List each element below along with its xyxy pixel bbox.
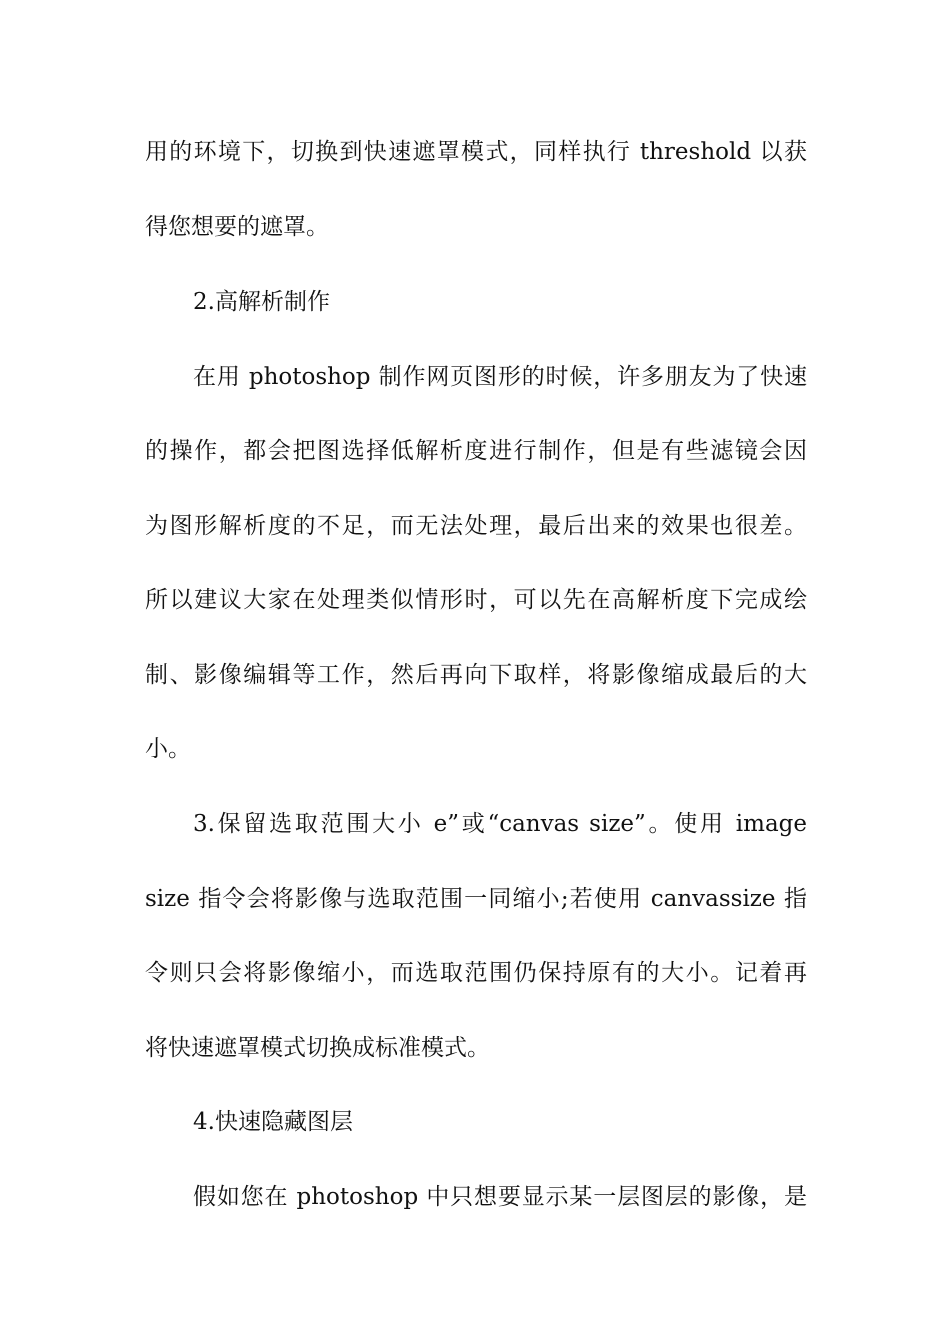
text-line: 将快速遮罩模式切换成标准模式。 — [145, 1035, 490, 1061]
text-line: 为图形解析度的不足，而无法处理，最后出来的效果也很差。 — [145, 513, 807, 539]
text-line: 制、影像编辑等工作，然后再向下取样，将影像缩成最后的大 — [145, 662, 807, 688]
section-heading: 2.高解析制作 — [193, 289, 330, 315]
text-line: 在用 photoshop 制作网页图形的时候，许多朋友为了快速 — [193, 364, 807, 390]
text-line: 得您想要的遮罩。 — [145, 214, 329, 240]
text-line: 3.保留选取范围大小 e”或“canvas size”。使用 image — [193, 811, 807, 837]
section-heading: 4.快速隐藏图层 — [193, 1109, 353, 1135]
text-line: 的操作，都会把图选择低解析度进行制作，但是有些滤镜会因 — [145, 438, 807, 464]
text-line: 假如您在 photoshop 中只想要显示某一层图层的影像，是 — [193, 1184, 807, 1210]
text-line: 小。 — [145, 736, 191, 762]
text-line: size 指令会将影像与选取范围一同缩小;若使用 canvassize 指 — [145, 886, 807, 912]
text-line: 令则只会将影像缩小，而选取范围仍保持原有的大小。记着再 — [145, 960, 807, 986]
text-line: 用的环境下，切换到快速遮罩模式，同样执行 threshold 以获 — [145, 139, 807, 165]
text-line: 所以建议大家在处理类似情形时，可以先在高解析度下完成绘 — [145, 587, 807, 613]
